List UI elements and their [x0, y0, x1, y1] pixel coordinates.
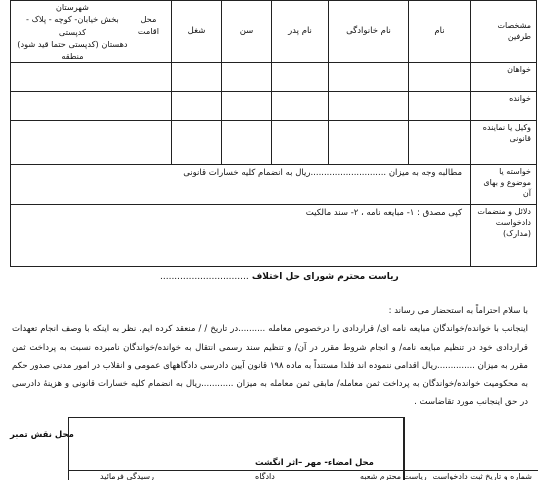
claimant-age-cell[interactable] — [222, 63, 272, 92]
table-header-row — [11, 1, 537, 63]
letter-greeting: با سلام احتراماً به استحضار می رساند : — [388, 306, 528, 316]
defendant-address-cell[interactable] — [11, 92, 172, 121]
claimant-last-name-cell[interactable] — [329, 63, 409, 92]
header-father-name: نام پدر — [272, 1, 329, 63]
agent-father-name-cell[interactable] — [272, 121, 329, 165]
header-last-name: نام خانوادگی — [329, 1, 409, 63]
registry-label: شماره و تاریخ ثبت دادخواست — [432, 472, 532, 480]
table-row-agent — [11, 121, 537, 165]
branch-label: ریاست محترم شعبه — [360, 472, 427, 480]
court-label: دادگاه — [255, 472, 275, 480]
table-row-proof — [11, 205, 537, 267]
header-address-line3: دهستان (کدپستی حتما قید شود) — [17, 38, 128, 49]
defendant-age-cell[interactable] — [222, 92, 272, 121]
table-row-claim — [11, 165, 537, 205]
header-job: شغل — [172, 1, 222, 63]
defendant-last-name-cell[interactable] — [329, 92, 409, 121]
row-label-defendant: خوانده — [471, 92, 537, 121]
header-address-line4: منطقه — [61, 51, 84, 62]
row-label-claim: خواسته یا موضوع و بهای آن — [471, 165, 537, 205]
header-parties: مشخصات طرفین — [471, 1, 537, 63]
council-dots: ............................... — [160, 272, 249, 282]
letter-body — [12, 302, 528, 412]
agent-address-cell[interactable] — [11, 121, 172, 165]
header-address-line1: شهرستان — [55, 2, 89, 12]
defendant-job-cell[interactable] — [172, 92, 222, 121]
council-title: ریاست محترم شورای حل اختلاف — [251, 272, 399, 282]
header-first-name: نام — [409, 1, 471, 63]
agent-first-name-cell[interactable] — [409, 121, 471, 165]
table-row-defendant — [11, 92, 537, 121]
proof-text[interactable]: کپی مصدق : ۱- مبایعه نامه ، ۲- سند مالکیت — [11, 205, 471, 267]
parties-table — [10, 0, 537, 267]
agent-last-name-cell[interactable] — [329, 121, 409, 165]
claimant-address-cell[interactable] — [11, 63, 172, 92]
row-label-claimant: خواهان — [471, 63, 537, 92]
defendant-first-name-cell[interactable] — [409, 92, 471, 121]
signature-label: محل امضاء- مهر –اثر انگشت — [255, 458, 374, 468]
header-age: سن — [222, 1, 272, 63]
referral-label: رسیدگی فرمائید — [100, 472, 154, 480]
letter-text: اینجانب با خوانده/خواندگان مبایعه نامه ای/ قراردادی را درخصوص معامله ..........در تاریخ / / منعقد کرده ایم. نظر به اینکه با وصف انجام تعهدات قراردادی خود در تنظیم مبایعه نامه/ و انجام شروط مقرر در آن/ و تنظیم سند رسمی انتقال به خوانده/خواندگان نامبرده نسبت به پرداخت ثمن مقرر به میزان ..............ریال اقدامی ننموده اند فلذا مستنداً به ماده ۱۹۸ قانون آیین دادرسی دادگاههای عمومی و انقلاب در امور مدنی صدور حکم به محکومیت خوانده/خواندگان به پرداخت ثمن معامله/ مابقی ثمن معامله به میزان ............ریال به انضمام کلیه خسارات قانونی و هزینۀ دادرسی در حق اینجانب مورد تقاضاست . — [12, 324, 528, 408]
header-address — [11, 1, 172, 63]
agent-job-cell[interactable] — [172, 121, 222, 165]
row-label-proof: دلائل و منضمات دادخواست (مدارک) — [471, 205, 537, 267]
claimant-father-name-cell[interactable] — [272, 63, 329, 92]
council-heading — [160, 272, 399, 282]
row-label-agent: وکیل یا نماینده قانونی — [471, 121, 537, 165]
claimant-first-name-cell[interactable] — [409, 63, 471, 92]
header-address-line2: بخش خیابان- کوچه - پلاک - کدپستی — [26, 14, 119, 37]
claim-text[interactable]: مطالبه وجه به میزان ............................ریال به انضمام کلیه خسارات قانونی — [11, 165, 471, 205]
header-residence: محل اقامت — [137, 14, 159, 37]
table-row-claimant — [11, 63, 537, 92]
agent-age-cell[interactable] — [222, 121, 272, 165]
claimant-job-cell[interactable] — [172, 63, 222, 92]
defendant-father-name-cell[interactable] — [272, 92, 329, 121]
stamp-area-label: محل نقش تمبر — [10, 430, 74, 440]
